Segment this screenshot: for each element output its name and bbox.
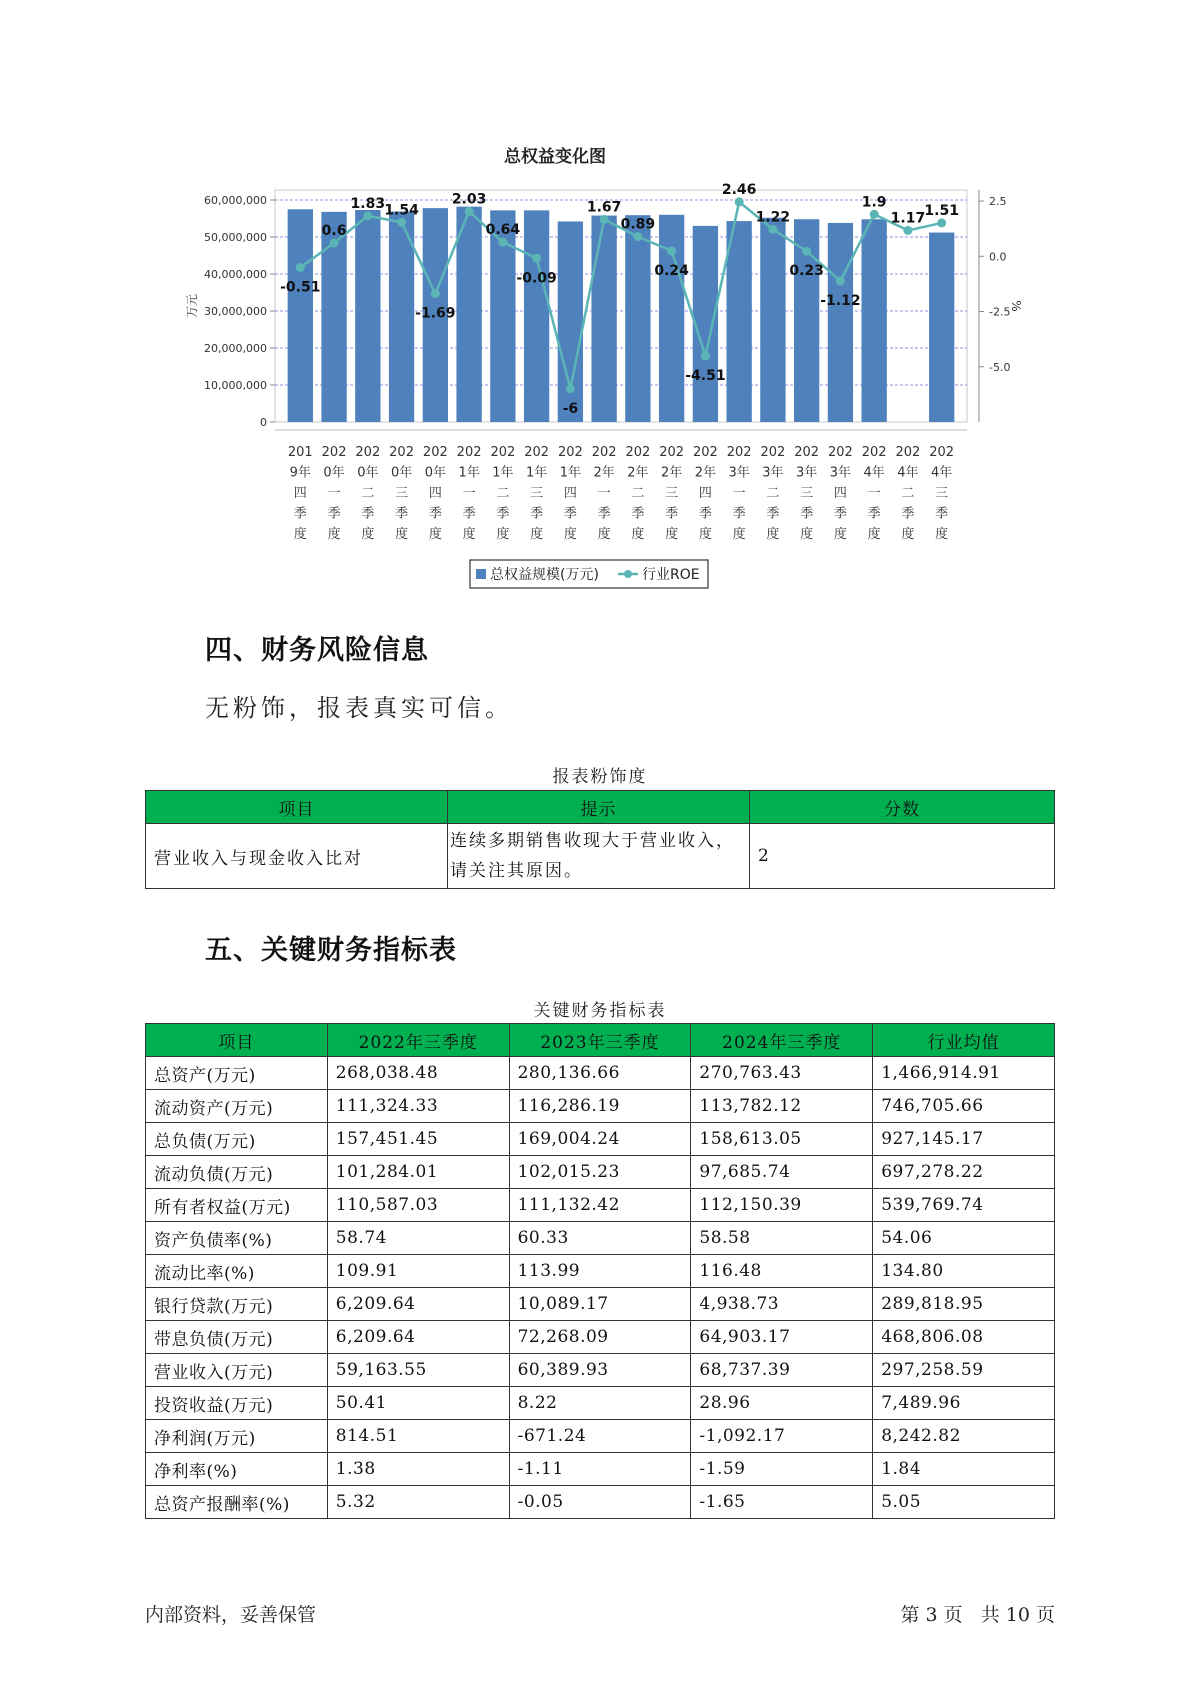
roe-data-label: 2.03	[451, 191, 487, 208]
kpi-value: 280,136.66	[509, 1057, 691, 1090]
roe-point	[296, 263, 305, 272]
kpi-value: 158,613.05	[691, 1123, 873, 1156]
kpi-item: 净利润(万元)	[146, 1420, 328, 1453]
kpi-value: 1.84	[873, 1453, 1055, 1486]
bar	[456, 207, 481, 422]
kpi-value: 58.74	[327, 1222, 509, 1255]
roe-point	[633, 232, 642, 241]
footer-page-number: 第 3 页 共 10 页	[900, 1604, 1055, 1626]
kpi-item: 营业收入(万元)	[146, 1354, 328, 1387]
table-row	[146, 1189, 1055, 1222]
kpi-header-0: 项目	[146, 1024, 328, 1057]
section4-title: 四、财务风险信息	[205, 635, 429, 666]
x-tick-label: 202 0年一季度	[321, 445, 347, 542]
risk-item: 营业收入与现金收入比对	[146, 824, 448, 889]
kpi-value: 10,089.17	[509, 1288, 691, 1321]
x-tick-label: 202 2年一季度	[591, 445, 617, 542]
equity-chart	[180, 140, 1040, 600]
risk-header-hint: 提示	[448, 791, 750, 824]
bar	[288, 209, 313, 422]
kpi-value: 50.41	[327, 1387, 509, 1420]
x-tick-label: 202 1年四季度	[557, 445, 583, 542]
kpi-value: 8.22	[509, 1387, 691, 1420]
roe-data-label: -1.69	[415, 305, 456, 322]
x-tick-label: 202 3年四季度	[828, 445, 853, 542]
kpi-item: 流动比率(%)	[146, 1255, 328, 1288]
kpi-value: 7,489.96	[873, 1387, 1055, 1420]
kpi-value: 6,209.64	[327, 1288, 509, 1321]
roe-data-label: 0.24	[654, 262, 689, 279]
kpi-value: 116.48	[691, 1255, 873, 1288]
legend-bar-swatch	[476, 569, 486, 579]
x-tick-label: 202 3年三季度	[794, 445, 820, 542]
kpi-header-1: 2022年三季度	[327, 1024, 509, 1057]
table-row	[146, 1354, 1055, 1387]
roe-data-label: 0.89	[620, 216, 656, 233]
table-row	[146, 1387, 1055, 1420]
right-tick-label: -2.5	[989, 305, 1011, 319]
x-tick-label: 202 4年一季度	[861, 445, 887, 542]
roe-data-label: -4.51	[685, 367, 726, 384]
roe-data-label: -0.09	[516, 270, 557, 287]
chart-title: 总权益变化图	[504, 147, 606, 167]
table-row	[146, 1156, 1055, 1189]
x-tick-label: 202 3年一季度	[726, 445, 752, 542]
kpi-item: 净利率(%)	[146, 1453, 328, 1486]
kpi-table-header	[146, 1024, 1055, 1057]
roe-data-label: 1.17	[890, 210, 926, 227]
left-axis-label: 万元	[185, 293, 199, 319]
bar	[862, 219, 887, 422]
kpi-item: 所有者权益(万元)	[146, 1189, 328, 1222]
x-tick-label: 202 4年三季度	[929, 445, 955, 542]
roe-data-label: 1.83	[350, 195, 386, 212]
roe-point	[870, 210, 879, 219]
x-tick-label: 202 2年三季度	[659, 445, 685, 542]
x-tick-label: 202 3年二季度	[760, 445, 786, 542]
kpi-item: 带息负债(万元)	[146, 1321, 328, 1354]
kpi-value: 58.58	[691, 1222, 873, 1255]
kpi-value: 746,705.66	[873, 1090, 1055, 1123]
kpi-value: 116,286.19	[509, 1090, 691, 1123]
table-row	[146, 1255, 1055, 1288]
footer-left: 内部资料，妥善保管	[145, 1604, 317, 1626]
x-tick-label: 202 0年三季度	[389, 445, 414, 542]
roe-data-label: 1.67	[586, 199, 622, 216]
kpi-header-2: 2023年三季度	[509, 1024, 691, 1057]
x-tick-label: 202 2年二季度	[625, 445, 651, 542]
kpi-value: 814.51	[327, 1420, 509, 1453]
kpi-value: 8,242.82	[873, 1420, 1055, 1453]
right-axis-label: %	[1009, 300, 1023, 312]
roe-data-label: -1.12	[820, 293, 861, 310]
kpi-value: -1,092.17	[691, 1420, 873, 1453]
x-tick-label: 202 1年三季度	[524, 445, 550, 542]
x-tick-label: 202 2年四季度	[692, 445, 718, 542]
kpi-value: -1.65	[691, 1486, 873, 1519]
left-tick-label: 60,000,000	[204, 194, 267, 207]
roe-data-label: 1.22	[755, 209, 791, 226]
left-tick-label: 50,000,000	[204, 231, 267, 244]
bar	[760, 218, 785, 422]
kpi-value: 60,389.93	[509, 1354, 691, 1387]
roe-data-label: 2.46	[721, 181, 757, 198]
x-tick-label: 202 0年二季度	[355, 445, 381, 542]
kpi-value: 5.32	[327, 1486, 509, 1519]
roe-point	[836, 277, 845, 286]
kpi-value: 5.05	[873, 1486, 1055, 1519]
kpi-value: 111,132.42	[509, 1189, 691, 1222]
kpi-header-4: 行业均值	[873, 1024, 1055, 1057]
kpi-item: 总负债(万元)	[146, 1123, 328, 1156]
right-tick-label: 0.0	[989, 250, 1007, 264]
kpi-value: 112,150.39	[691, 1189, 873, 1222]
roe-point	[498, 238, 507, 247]
risk-hint: 连续多期销售收现大于营业收入，请关注其原因。	[448, 824, 750, 889]
kpi-value: 113.99	[509, 1255, 691, 1288]
kpi-value: 697,278.22	[873, 1156, 1055, 1189]
kpi-item: 流动资产(万元)	[146, 1090, 328, 1123]
roe-point	[667, 246, 676, 255]
right-tick-label: -5.0	[989, 360, 1011, 374]
kpi-item: 总资产报酬率(%)	[146, 1486, 328, 1519]
kpi-value: 289,818.95	[873, 1288, 1055, 1321]
x-tick-label: 202 4年二季度	[895, 445, 921, 542]
kpi-value: 102,015.23	[509, 1156, 691, 1189]
kpi-value: 134.80	[873, 1255, 1055, 1288]
kpi-item: 总资产(万元)	[146, 1057, 328, 1090]
kpi-value: -0.05	[509, 1486, 691, 1519]
legend-line-marker	[624, 570, 632, 578]
table-row	[146, 1222, 1055, 1255]
kpi-value: 468,806.08	[873, 1321, 1055, 1354]
kpi-value: 539,769.74	[873, 1189, 1055, 1222]
roe-point	[768, 225, 777, 234]
table-row	[146, 1288, 1055, 1321]
table-row	[146, 1090, 1055, 1123]
roe-point	[532, 254, 541, 263]
kpi-value: 113,782.12	[691, 1090, 873, 1123]
table-row	[146, 1321, 1055, 1354]
roe-point	[363, 211, 372, 220]
risk-header-item: 项目	[146, 791, 448, 824]
kpi-value: 60.33	[509, 1222, 691, 1255]
table-row	[146, 1123, 1055, 1156]
kpi-item: 流动负债(万元)	[146, 1156, 328, 1189]
bar	[929, 233, 954, 422]
table-row	[146, 1453, 1055, 1486]
left-tick-label: 20,000,000	[204, 342, 267, 355]
roe-point	[330, 239, 339, 248]
kpi-value: 268,038.48	[327, 1057, 509, 1090]
kpi-table	[145, 1023, 1055, 1519]
legend-line-label: 行业ROE	[642, 567, 700, 583]
kpi-value: 111,324.33	[327, 1090, 509, 1123]
bar	[828, 223, 853, 422]
bar	[693, 226, 718, 422]
kpi-value: 68,737.39	[691, 1354, 873, 1387]
kpi-value: 72,268.09	[509, 1321, 691, 1354]
legend-bar-label: 总权益规模(万元)	[490, 567, 599, 583]
kpi-item: 投资收益(万元)	[146, 1387, 328, 1420]
kpi-value: 101,284.01	[327, 1156, 509, 1189]
roe-data-label: 0.6	[321, 223, 347, 240]
roe-data-label: 0.64	[485, 222, 521, 239]
kpi-value: 297,258.59	[873, 1354, 1055, 1387]
roe-data-label: 1.54	[384, 202, 419, 219]
left-tick-label: 0	[260, 416, 267, 429]
kpi-value: -1.59	[691, 1453, 873, 1486]
roe-point	[397, 218, 406, 227]
table-row	[146, 824, 1055, 889]
kpi-value: 157,451.45	[327, 1123, 509, 1156]
risk-table	[145, 790, 1055, 889]
roe-point	[600, 215, 609, 224]
x-tick-label: 202 1年一季度	[456, 445, 482, 542]
table-row	[146, 1420, 1055, 1453]
left-tick-label: 40,000,000	[204, 268, 267, 281]
kpi-header-3: 2024年三季度	[691, 1024, 873, 1057]
roe-data-label: -6	[562, 400, 579, 417]
x-tick-label: 202 0年四季度	[422, 445, 448, 542]
kpi-value: 6,209.64	[327, 1321, 509, 1354]
x-tick-label: 202 1年二季度	[490, 445, 516, 542]
kpi-value: 927,145.17	[873, 1123, 1055, 1156]
kpi-value: 270,763.43	[691, 1057, 873, 1090]
right-tick-label: 2.5	[989, 195, 1007, 209]
roe-point	[566, 384, 575, 393]
table-row	[146, 1057, 1055, 1090]
roe-point	[937, 218, 946, 227]
risk-table-header	[146, 791, 1055, 824]
kpi-value: 59,163.55	[327, 1354, 509, 1387]
kpi-value: 109.91	[327, 1255, 509, 1288]
roe-point	[465, 207, 474, 216]
left-tick-label: 30,000,000	[204, 305, 267, 318]
roe-point	[431, 289, 440, 298]
kpi-value: 169,004.24	[509, 1123, 691, 1156]
risk-table-caption: 报表粉饰度	[552, 767, 648, 787]
roe-data-label: 1.51	[924, 202, 959, 219]
kpi-value: -1.11	[509, 1453, 691, 1486]
bar	[524, 210, 549, 422]
risk-header-score: 分数	[750, 791, 1055, 824]
roe-data-label: -0.51	[280, 279, 321, 296]
x-tick-label: 201 9年四季度	[287, 445, 313, 542]
bar	[625, 215, 650, 422]
kpi-value: 97,685.74	[691, 1156, 873, 1189]
bar	[591, 216, 616, 422]
roe-point	[903, 226, 912, 235]
bar	[726, 221, 751, 422]
left-tick-label: 10,000,000	[204, 379, 267, 392]
kpi-value: 64,903.17	[691, 1321, 873, 1354]
risk-score: 2	[750, 824, 1055, 889]
kpi-value: 1,466,914.91	[873, 1057, 1055, 1090]
table-row	[146, 1486, 1055, 1519]
bar	[355, 210, 380, 422]
roe-point	[735, 197, 744, 206]
roe-point	[802, 247, 811, 256]
kpi-table-caption: 关键财务指标表	[533, 1001, 667, 1021]
kpi-value: -671.24	[509, 1420, 691, 1453]
kpi-value: 4,938.73	[691, 1288, 873, 1321]
roe-data-label: 1.9	[861, 194, 887, 211]
section4-text: 无粉饰，报表真实可信。	[205, 694, 513, 722]
kpi-item: 银行贷款(万元)	[146, 1288, 328, 1321]
roe-point	[701, 351, 710, 360]
kpi-value: 28.96	[691, 1387, 873, 1420]
kpi-value: 54.06	[873, 1222, 1055, 1255]
section5-title: 五、关键财务指标表	[205, 935, 457, 966]
kpi-value: 1.38	[327, 1453, 509, 1486]
roe-data-label: 0.23	[789, 263, 824, 280]
kpi-item: 资产负债率(%)	[146, 1222, 328, 1255]
kpi-value: 110,587.03	[327, 1189, 509, 1222]
